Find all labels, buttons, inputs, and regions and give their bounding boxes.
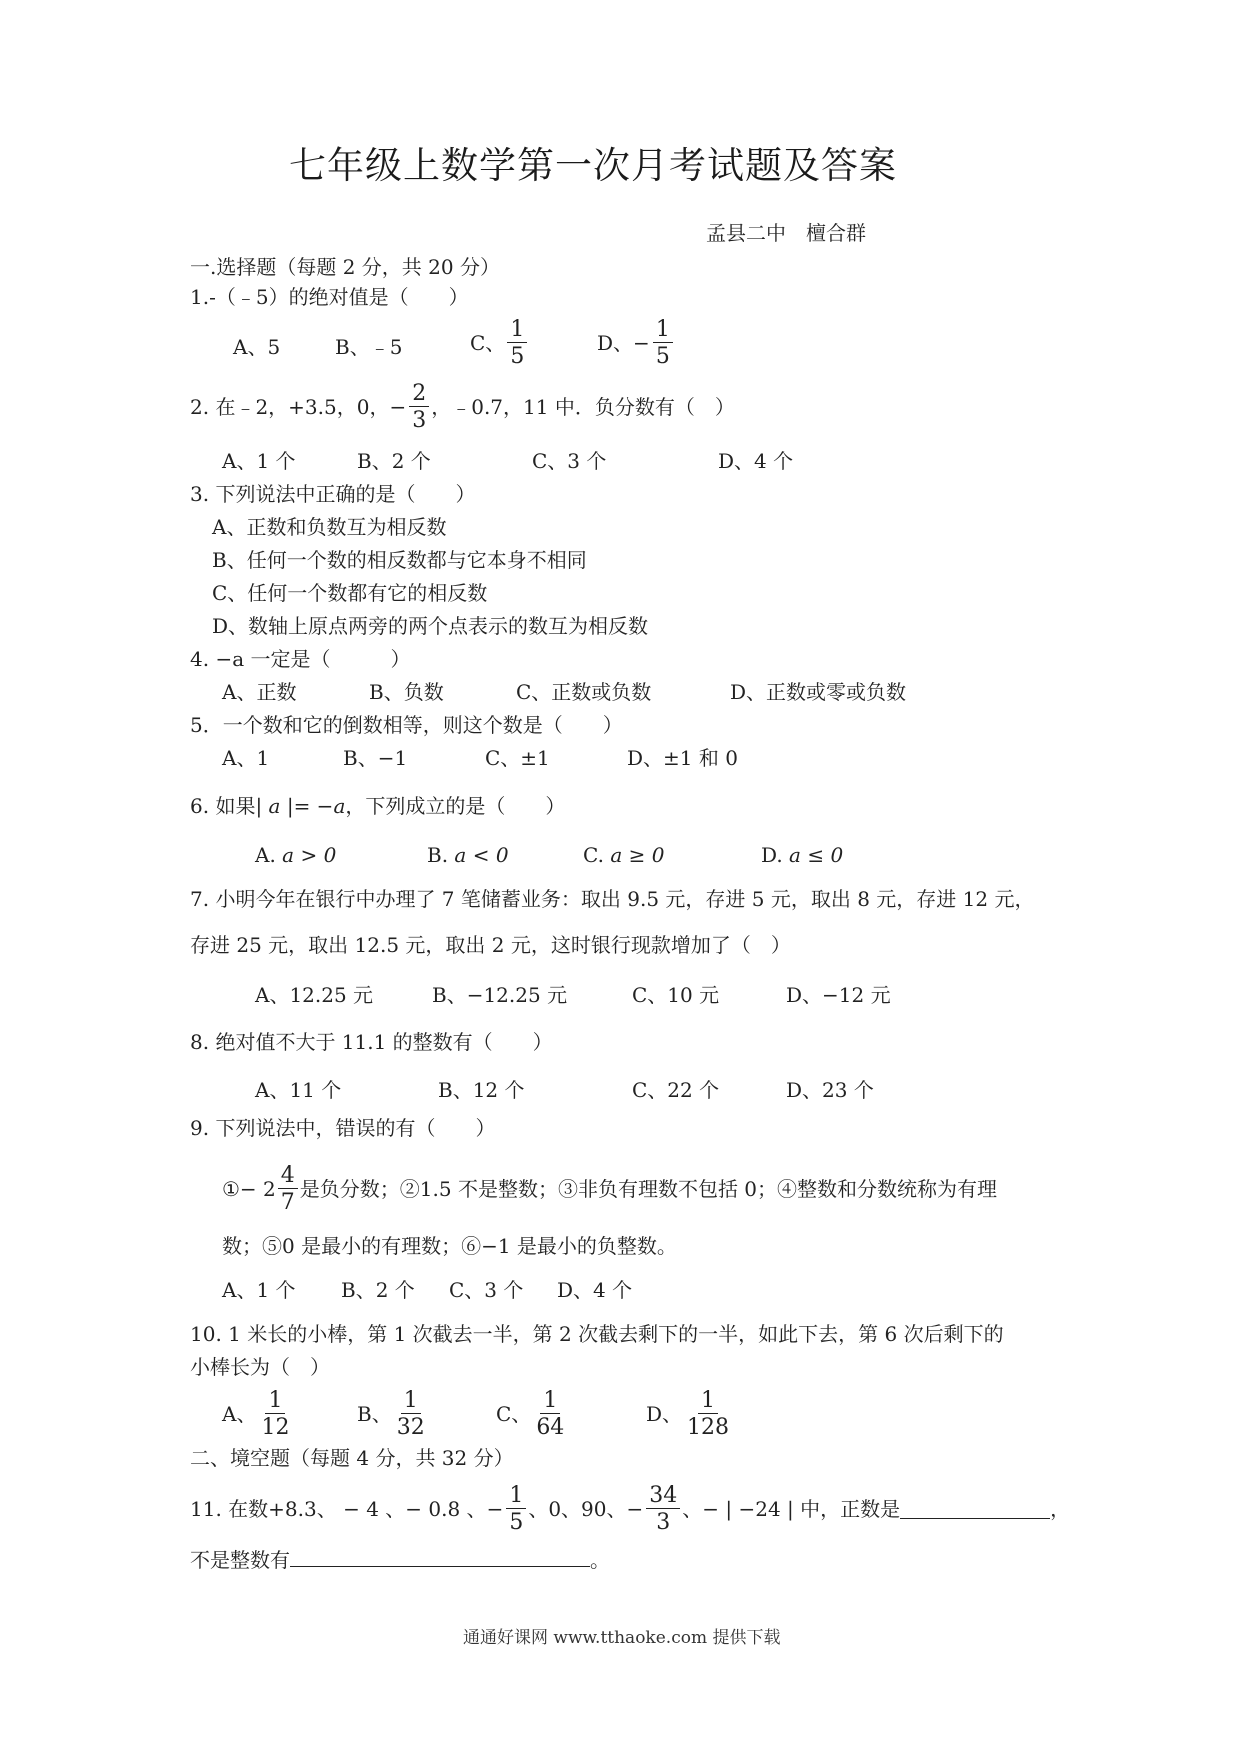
question-11-line-2 (190, 1548, 610, 1570)
option-label: B. (427, 843, 449, 867)
fraction (653, 318, 673, 368)
stem-text: ，﹣0.7，11 中．负分数有（ ） (431, 395, 735, 420)
question-1-stem: 1.-（﹣5）的绝对值是（ ） (190, 285, 469, 309)
fraction (507, 318, 527, 368)
numerator: 1 (540, 1389, 560, 1414)
q5-option-d: D、±1 和 0 (627, 746, 738, 770)
q10-option-a (222, 1389, 294, 1439)
stem-text: 不是整数有 (190, 1548, 290, 1572)
q2-option-a: A、1 个 (222, 449, 296, 473)
stem-text: 6. 如果 (190, 794, 256, 818)
denominator: 3 (412, 408, 427, 434)
fraction (258, 1389, 292, 1439)
q8-option-c: C、22 个 (632, 1078, 720, 1102)
author-school: 孟县二中 (706, 221, 786, 245)
question-5-stem: 5．一个数和它的倒数相等，则这个数是（ ） (190, 713, 623, 737)
question-10-line-2: 小棒长为（ ） (190, 1355, 330, 1379)
denominator: 32 (396, 1415, 425, 1441)
numerator: 1 (506, 1484, 526, 1509)
section-heading-choice: 一.选择题（每题 2 分，共 20 分） (190, 255, 500, 279)
statement-text: 是负分数；②1.5 不是整数；③非负有理数不包括 0；④整数和分数统称为有理 (299, 1177, 998, 1202)
question-7-line-1: 7. 小明今年在银行中办理了 7 笔储蓄业务：取出 9.5 元，存进 5 元，取出 8 元，存进 12 元， (190, 887, 1035, 911)
question-2-stem (190, 382, 735, 432)
q6-option-c (583, 845, 664, 865)
stem-text: ，下列成立的是（ ） (345, 794, 566, 818)
math-expression: | a |= −a (255, 794, 346, 818)
option-label: D. (761, 843, 783, 867)
fraction (394, 1389, 428, 1439)
numerator: 1 (265, 1389, 285, 1414)
q9-option-c: C、3 个 (449, 1278, 524, 1302)
q9-option-b: B、2 个 (341, 1278, 415, 1302)
page-title: 七年级上数学第一次月考试题及答案 (289, 144, 897, 187)
q4-option-b: B、负数 (369, 680, 444, 704)
numerator: 1 (401, 1389, 421, 1414)
fraction (646, 1484, 680, 1534)
q5-option-b: B、−1 (343, 746, 408, 770)
q2-option-b: B、2 个 (357, 449, 431, 473)
q8-option-b: B、12 个 (438, 1078, 525, 1102)
fraction (506, 1484, 526, 1534)
denominator: 64 (536, 1415, 565, 1441)
q10-option-d (646, 1389, 734, 1439)
question-9-statements-line-1 (222, 1164, 997, 1214)
q2-option-d: D、4 个 (718, 449, 794, 473)
option-label: D、 (597, 331, 634, 356)
minus-sign: − (626, 1497, 644, 1522)
denominator: 5 (655, 344, 670, 370)
question-8-stem: 8. 绝对值不大于 11.1 的整数有（ ） (190, 1030, 553, 1054)
option-label: D、 (646, 1402, 683, 1427)
q7-option-c: C、10 元 (632, 983, 720, 1007)
numerator: 1 (507, 318, 527, 343)
option-label: A. (255, 843, 276, 867)
q10-option-b (357, 1389, 430, 1439)
inequality: a ≥ 0 (610, 843, 665, 867)
denominator: 12 (261, 1415, 290, 1441)
minus-sign: − (389, 395, 407, 420)
question-9-statements-line-2: 数；⑤0 是最小的有理数；⑥−1 是最小的负整数。 (222, 1234, 677, 1258)
q3-option-d: D、数轴上原点两旁的两个点表示的数互为相反数 (212, 614, 649, 638)
q4-option-d: D、正数或零或负数 (730, 680, 907, 704)
q1-option-a: A、5 (233, 335, 281, 359)
question-11-line-1 (190, 1484, 1070, 1534)
q3-option-a: A、正数和负数互为相反数 (212, 515, 447, 539)
numerator: 1 (653, 318, 673, 343)
answer-blank-positive[interactable] (900, 1500, 1050, 1519)
q1-option-d (597, 318, 675, 368)
stem-text: ， (1050, 1497, 1071, 1522)
minus-sign: − (633, 331, 650, 356)
option-label: C. (583, 843, 604, 867)
q5-option-a: A、1 (222, 746, 270, 770)
q8-option-d: D、23 个 (786, 1078, 874, 1102)
question-6-stem (190, 796, 565, 816)
numerator: 4 (278, 1164, 298, 1189)
denominator: 7 (280, 1190, 295, 1216)
question-3-stem: 3. 下列说法中正确的是（ ） (190, 482, 476, 506)
q7-option-d: D、−12 元 (786, 983, 891, 1007)
author-name: 檀合群 (806, 221, 866, 245)
inequality: a < 0 (454, 843, 509, 867)
denominator: 5 (509, 1510, 524, 1536)
option-label: B、 (357, 1402, 392, 1427)
stem-text: 、0、90、 (528, 1497, 627, 1522)
q3-option-c: C、任何一个数都有它的相反数 (212, 581, 488, 605)
question-4-stem: 4. −a 一定是（ ） (190, 647, 411, 671)
inequality: a ≤ 0 (789, 843, 844, 867)
stem-text: 11. 在数+8.3、 − 4 、− 0.8 、 (190, 1497, 487, 1522)
fraction (533, 1389, 567, 1439)
option-label: C、 (496, 1402, 532, 1427)
stem-text: 2. 在﹣2，+3.5，0， (190, 395, 390, 420)
statement-text: ①− 2 (222, 1177, 276, 1202)
fraction (278, 1164, 298, 1214)
minus-sign: − (486, 1497, 504, 1522)
q4-option-c: C、正数或负数 (516, 680, 652, 704)
option-label: A、 (222, 1402, 257, 1427)
q5-option-c: C、±1 (485, 746, 550, 770)
section-heading-fill-in: 二、境空题（每题 4 分，共 32 分） (190, 1446, 514, 1470)
fraction (409, 382, 429, 432)
q9-option-d: D、4 个 (557, 1278, 633, 1302)
q9-option-a: A、1 个 (222, 1278, 296, 1302)
numerator: 1 (698, 1389, 718, 1414)
q6-option-d (761, 845, 843, 865)
q7-option-b: B、−12.25 元 (432, 983, 568, 1007)
q8-option-a: A、11 个 (255, 1078, 342, 1102)
q6-option-a (255, 845, 336, 865)
denominator: 3 (656, 1510, 671, 1536)
question-10-line-1: 10. 1 米长的小棒，第 1 次截去一半，第 2 次截去剩下的一半，如此下去，第 6 次后剩下的 (190, 1322, 1004, 1346)
denominator: 128 (687, 1415, 730, 1441)
q3-option-b: B、任何一个数的相反数都与它本身不相同 (212, 548, 587, 572)
inequality: a > 0 (282, 843, 337, 867)
q7-option-a: A、12.25 元 (255, 983, 374, 1007)
q4-option-a: A、正数 (222, 680, 297, 704)
denominator: 5 (510, 344, 525, 370)
q2-option-c: C、3 个 (532, 449, 607, 473)
q10-option-c (496, 1389, 569, 1439)
question-7-line-2: 存进 25 元，取出 12.5 元，取出 2 元，这时银行现款增加了（ ） (190, 933, 791, 957)
numerator: 2 (409, 382, 429, 407)
answer-blank-non-integer[interactable] (290, 1548, 590, 1567)
stem-text: 。 (590, 1548, 610, 1572)
page-footer: 通通好课网 www.tthaoke.com 提供下载 (463, 1628, 781, 1648)
numerator: 34 (646, 1484, 680, 1509)
q1-option-c (470, 318, 529, 368)
stem-text: 、− | −24 | 中，正数是 (682, 1497, 901, 1522)
question-9-stem: 9. 下列说法中，错误的有（ ） (190, 1116, 496, 1140)
fraction (684, 1389, 732, 1439)
q6-option-b (427, 845, 509, 865)
option-label: C、 (470, 331, 506, 356)
q1-option-b: B、﹣5 (335, 335, 403, 359)
